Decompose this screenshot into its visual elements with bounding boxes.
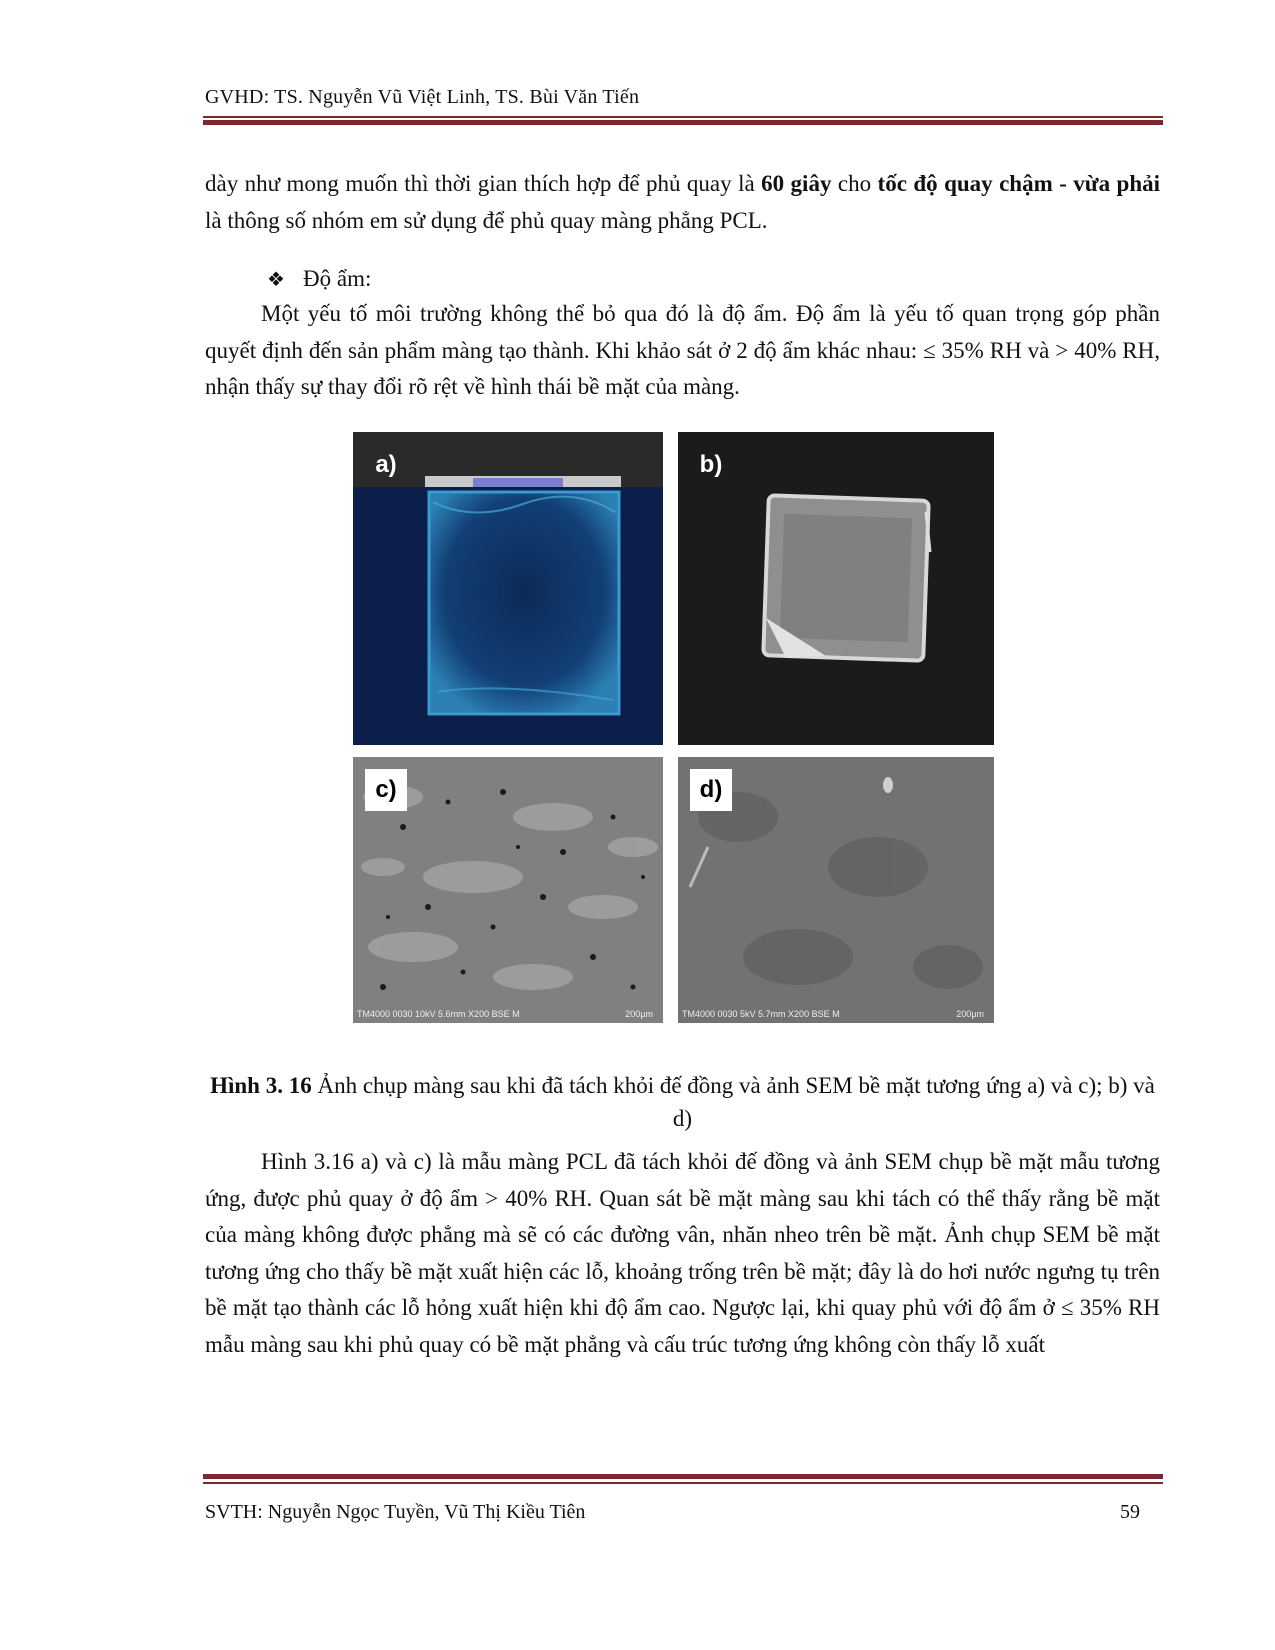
p1-bold-1: 60 giây — [761, 171, 832, 196]
p1-text-3: là thông số nhóm em sử dụng để phủ quay màng phẳng PCL. — [205, 207, 768, 233]
bullet-label: Độ ẩm: — [303, 266, 372, 291]
header-rule-thin — [203, 116, 1163, 118]
diamond-bullet-icon: ❖ — [267, 267, 285, 291]
page-header: GVHD: TS. Nguyễn Vũ Việt Linh, TS. Bùi Văn Tiến — [205, 86, 640, 108]
footer-rule-thick — [203, 1474, 1163, 1479]
page-footer: SVTH: Nguyễn Ngọc Tuyền, Vũ Thị Kiều Tiên — [205, 1501, 586, 1523]
header-rule-thick — [203, 120, 1163, 125]
figure-panel-a — [353, 432, 663, 745]
paragraph-humidity: Một yếu tố môi trường không thể bỏ qua đó là độ ẩm. Độ ẩm là yếu tố quan trọng góp phần quyết định đến sản phẩm màng tạo thành. Khi khảo sát ở 2 độ ẩm khác nhau: ≤ 35% RH và > 40% RH, nhận thấy sự thay đổi rõ rệt về hình thái bề mặt của màng. — [205, 301, 1160, 399]
p1-text-2: cho — [831, 171, 878, 196]
panel-label-b: b) — [699, 451, 723, 478]
caption-text: Ảnh chụp màng sau khi đã tách khỏi đế đồng và ảnh SEM bề mặt tương ứng a) và c); b) và d) — [311, 1073, 1155, 1131]
figure-caption — [205, 1069, 1160, 1135]
caption-label: Hình 3. 16 — [210, 1073, 312, 1098]
sem-info-bar-c — [357, 1003, 653, 1019]
sem-info-bar-d — [682, 1003, 984, 1019]
figure-panel-b — [678, 432, 994, 745]
figure-panel-c — [353, 757, 663, 1023]
sem-scale-bar-d: 200µm — [956, 1009, 984, 1019]
paragraph-spin-time — [205, 166, 1160, 239]
paragraph-figure-discussion: Hình 3.16 a) và c) là mẫu màng PCL đã tách khỏi đế đồng và ảnh SEM chụp bề mặt mẫu tương ứng, được phủ quay ở độ ẩm > 40% RH. Quan sát bề mặt màng sau khi tách có thể thấy rằng bề mặt của màng không được phẳng mà sẽ có các đường vân, nhăn nheo trên bề mặt. Ảnh chụp SEM bề mặt tương ứng cho thấy bề mặt xuất hiện các lỗ, khoảng trống trên bề mặt; đây là do hơi nước ngưng tụ trên bề mặt tạo thành các lỗ hỏng xuất hiện khi độ ẩm cao. Ngược lại, khi quay phủ với độ ẩm ở ≤ 35% RH mẫu màng sau khi phủ quay có bề mặt phẳng và cấu trúc tương ứng không còn thấy lỗ xuất — [205, 1149, 1160, 1357]
sem-scale-bar-c: 200µm — [625, 1009, 653, 1019]
panel-label-d: d) — [690, 769, 732, 811]
footer-rule-thin — [203, 1482, 1163, 1484]
p1-bold-2: tốc độ quay chậm - vừa phải — [877, 171, 1160, 196]
bullet-humidity — [267, 266, 371, 292]
sem-params-c: TM4000 0030 10kV 5.6mm X200 BSE M — [357, 1009, 520, 1019]
figure-panel-d — [678, 757, 994, 1023]
sem-params-d: TM4000 0030 5kV 5.7mm X200 BSE M — [682, 1009, 840, 1019]
page-number: 59 — [1120, 1501, 1140, 1523]
p1-text-1: dày như mong muốn thì thời gian thích hợp để phủ quay là — [205, 171, 762, 196]
panel-label-a: a) — [375, 451, 397, 478]
panel-label-c: c) — [365, 769, 407, 811]
